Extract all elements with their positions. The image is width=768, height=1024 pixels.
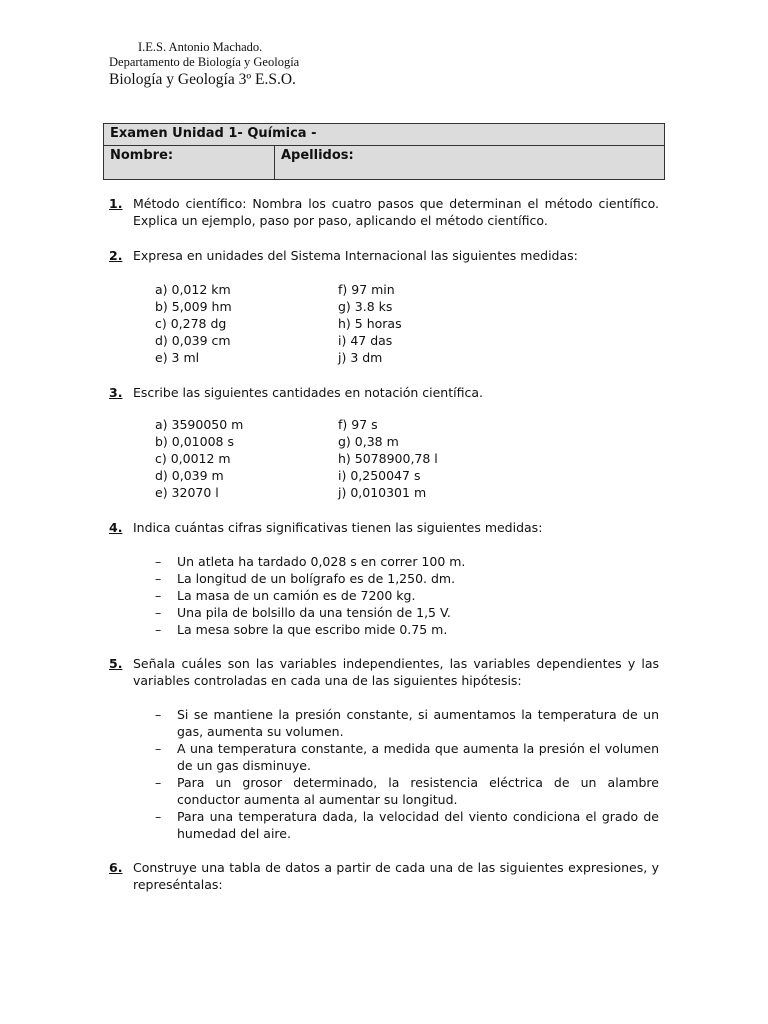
measure-item: a) 0,012 km [155,282,231,297]
list-item: – Si se mantiene la presión constante, si aumentamos la temperatura de un gas, aumenta su volumen. [155,706,659,740]
list-item: – Para un grosor determinado, la resistencia eléctrica de un alambre conductor aumenta al aumentar su longitud. [155,774,659,808]
course-name: Biología y Geología 3º E.S.O. [109,71,296,88]
quantity-item: d) 0,039 m [155,468,224,483]
question-number: 2. [109,248,123,263]
department-name: Departamento de Biología y Geología [109,55,300,69]
list-item: – Una pila de bolsillo da una tensión de 1,5 V. [155,604,659,621]
question-1 [109,195,659,229]
list-item: – La masa de un camión es de 7200 kg. [155,587,659,604]
question-number: 1. [109,196,123,211]
measure-item: j) 3 dm [338,350,383,365]
question-3 [109,384,659,401]
question-number: 3. [109,385,123,400]
surname-field: Apellidos: [275,146,665,180]
question-text: Expresa en unidades del Sistema Internacional las siguientes medidas: [133,248,578,263]
question-number: 6. [109,860,123,875]
question-4 [109,519,659,536]
measure-item: f) 97 min [338,282,395,297]
list-item: – Para una temperatura dada, la velocidad del viento condiciona el grado de humedad del aire. [155,808,659,842]
name-field: Nombre: [104,146,275,180]
question-text: Señala cuáles son las variables independientes, las variables dependientes y las variables controladas en cada una de las siguientes hipótesis: [133,656,659,688]
list-item: – La mesa sobre la que escribo mide 0.75 m. [155,621,659,638]
list-item: – Un atleta ha tardado 0,028 s en correr 100 m. [155,553,659,570]
document-header [109,40,299,89]
quantity-item: b) 0,01008 s [155,434,234,449]
question-2 [109,247,659,264]
quantity-item: f) 97 s [338,417,378,432]
measure-item: h) 5 horas [338,316,402,331]
question-5-items [155,706,659,842]
question-5 [109,655,659,689]
question-text: Indica cuántas cifras significativas tienen las siguientes medidas: [133,520,543,535]
school-name: I.E.S. Antonio Machado. [138,40,263,54]
quantities-right-column [338,416,438,501]
measure-item: b) 5,009 hm [155,299,232,314]
quantity-item: j) 0,010301 m [338,485,427,500]
question-number: 4. [109,520,123,535]
question-4-items [155,553,659,638]
list-item: – La longitud de un bolígrafo es de 1,250. dm. [155,570,659,587]
quantity-item: e) 32070 l [155,485,219,500]
measure-item: i) 47 das [338,333,393,348]
quantities-left-column [155,416,243,501]
quantity-item: c) 0,0012 m [155,451,231,466]
exam-title: Examen Unidad 1- Química - [104,124,665,146]
measure-item: c) 0,278 dg [155,316,227,331]
question-6 [109,859,659,893]
quantity-item: g) 0,38 m [338,434,399,449]
measure-item: g) 3.8 ks [338,299,393,314]
measure-item: d) 0,039 cm [155,333,231,348]
measures-right-column [338,281,402,366]
quantity-item: i) 0,250047 s [338,468,421,483]
measure-item: e) 3 ml [155,350,200,365]
question-text: Escribe las siguientes cantidades en notación científica. [133,385,483,400]
question-text: Método científico: Nombra los cuatro pasos que determinan el método científico. Explica un ejemplo, paso por paso, aplicando el método científico. [133,196,659,228]
list-item: – A una temperatura constante, a medida que aumenta la presión el volumen de un gas disminuye. [155,740,659,774]
measures-left-column [155,281,232,366]
quantity-item: h) 5078900,78 l [338,451,438,466]
quantity-item: a) 3590050 m [155,417,244,432]
exam-info-table [103,123,665,180]
question-text: Construye una tabla de datos a partir de cada una de las siguientes expresiones, y represéntalas: [133,860,659,892]
question-number: 5. [109,656,123,671]
